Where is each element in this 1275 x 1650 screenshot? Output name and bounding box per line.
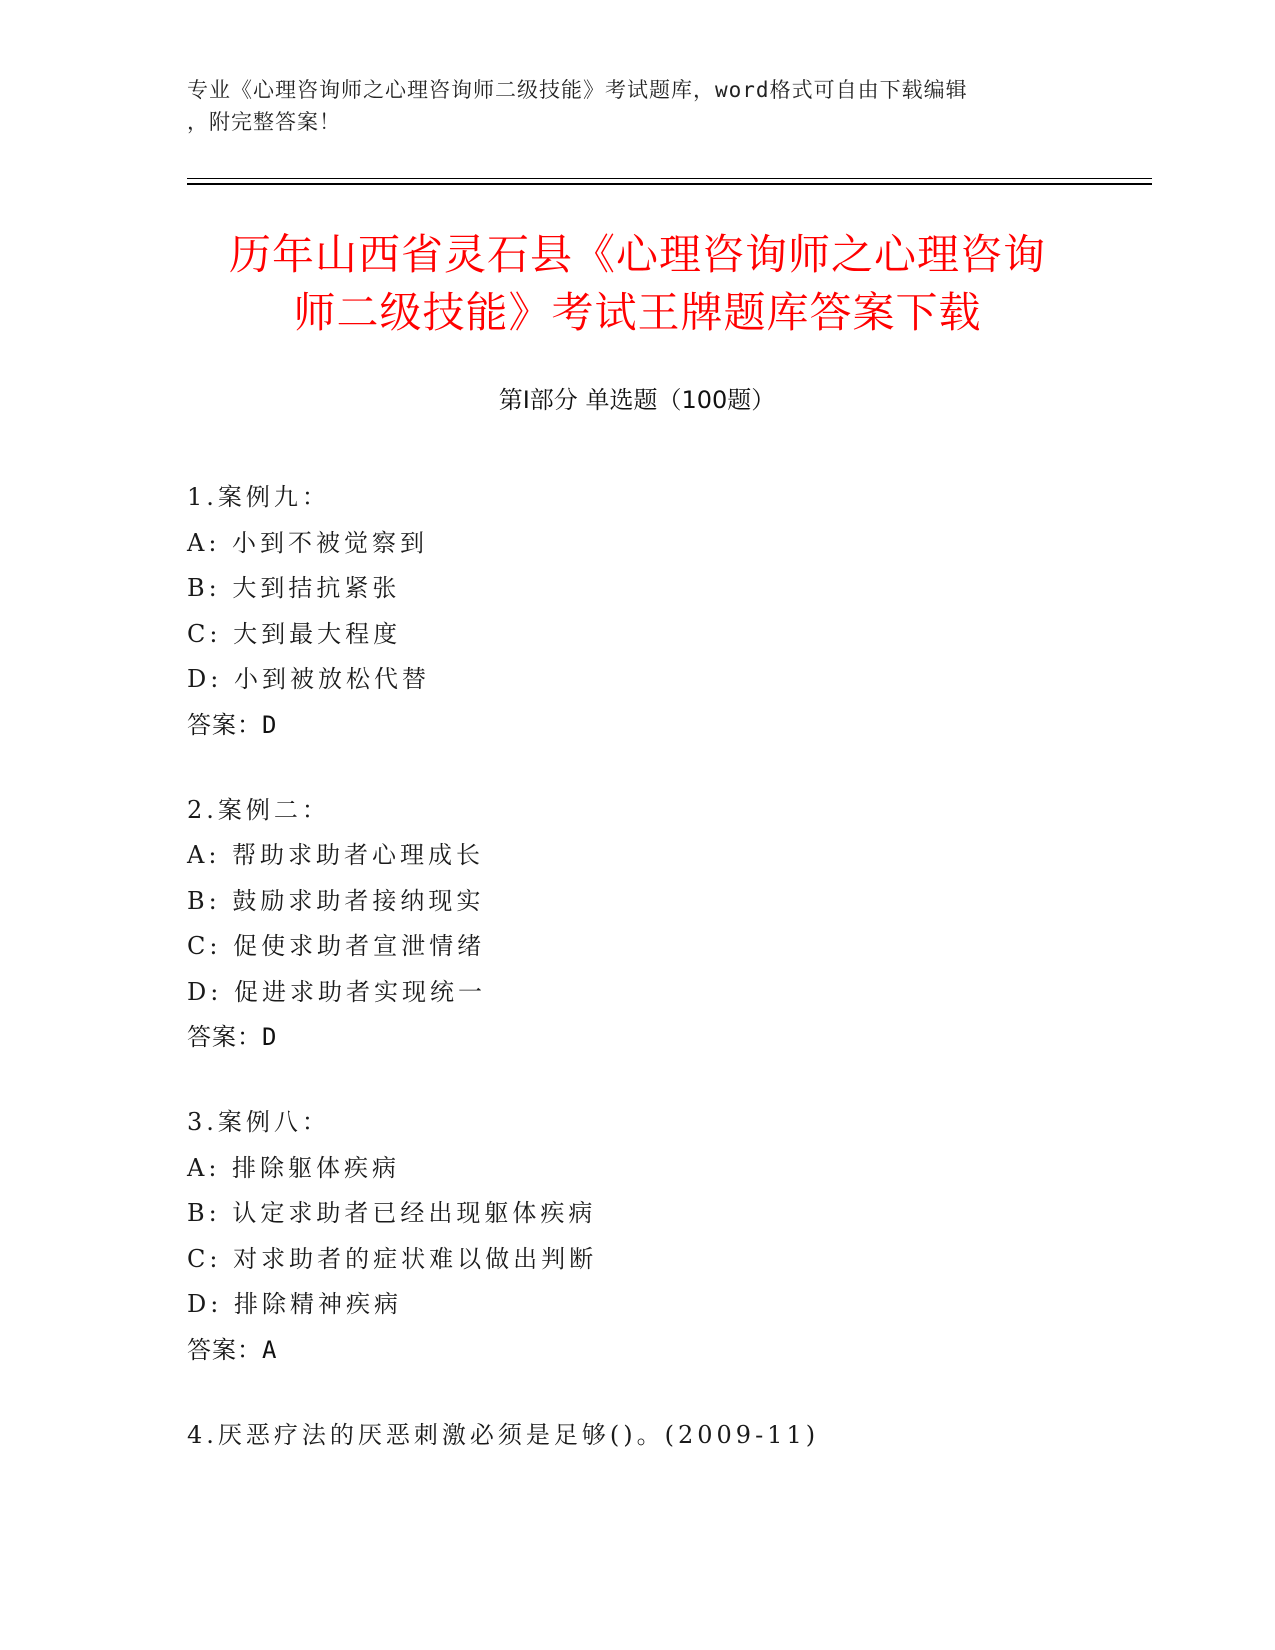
option-c: C: 促使求助者宣泄情绪: [187, 932, 486, 960]
header-rule-thick: [187, 183, 1152, 185]
answer-line: [187, 703, 1127, 747]
document-title-line-1: 历年山西省灵石县《心理咨询师之心理咨询: [228, 230, 1046, 279]
document-title-line-2: 师二级技能》考试王牌题库答案下载: [293, 288, 982, 337]
question-1: [187, 475, 1127, 747]
option-c: C: 对求助者的症状难以做出判断: [187, 1244, 598, 1273]
question-3: [187, 1100, 1127, 1372]
question-2: [187, 788, 1127, 1060]
answer-line: [187, 1328, 1127, 1372]
question-stem: 3.案例八：: [187, 1108, 330, 1136]
answer-value: D: [262, 1023, 278, 1051]
answer-value: A: [262, 1335, 278, 1364]
section-title: 第Ⅰ部分 单选题（100题）: [498, 386, 776, 414]
answer-label: 答案：: [187, 1023, 262, 1051]
option-d: D: 促进求助者实现统一: [187, 977, 486, 1006]
document-title: [150, 226, 1125, 342]
option-b: B: 鼓励求助者接纳现实: [187, 886, 485, 915]
option-b: B: 认定求助者已经出现躯体疾病: [187, 1199, 597, 1227]
header-note-line-2: ，附完整答案！: [187, 110, 341, 134]
header-rule-thin: [187, 178, 1152, 179]
option-b: B: 大到拮抗紧张: [187, 574, 401, 602]
option-d: D: 小到被放松代替: [187, 665, 430, 693]
answer-value: D: [262, 710, 278, 739]
header-note-line-1: 专业《心理咨询师之心理咨询师二级技能》考试题库，word格式可自由下载编辑: [187, 78, 968, 102]
question-list: [187, 475, 1127, 1499]
header-note: [187, 74, 1087, 138]
option-c: C: 大到最大程度: [187, 619, 402, 648]
question-4: [187, 1413, 1127, 1459]
question-stem: 1.案例九：: [187, 483, 330, 511]
option-d: D: 排除精神疾病: [187, 1290, 402, 1318]
answer-line: [187, 1015, 1127, 1059]
question-stem: 4.厌恶疗法的厌恶刺激必须是足够()。(2009-11): [187, 1420, 820, 1449]
answer-label: 答案：: [187, 710, 262, 739]
option-a: A: 排除躯体疾病: [187, 1153, 401, 1182]
option-a: A: 帮助求助者心理成长: [187, 841, 485, 869]
question-stem: 2.案例二：: [187, 795, 330, 824]
option-a: A: 小到不被觉察到: [187, 528, 429, 557]
answer-label: 答案：: [187, 1335, 262, 1364]
